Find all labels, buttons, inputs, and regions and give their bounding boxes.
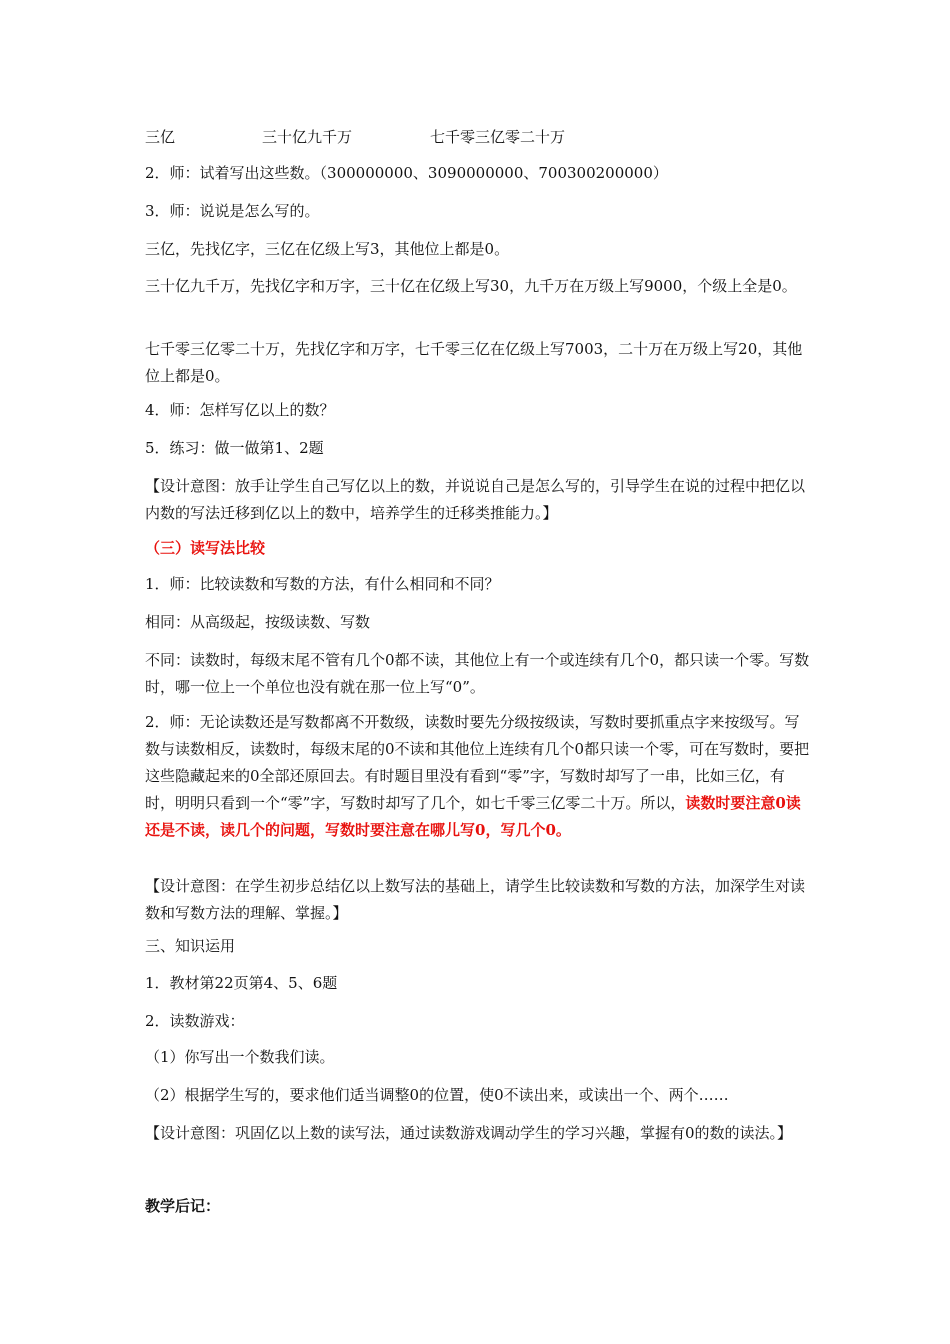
diff-text: 不同：读数时，每级末尾不管有几个0都不读，其他位上有一个或连续有几个0，都只读一个零。写数时，哪一位上一个单位也没有就在那一位上写“0”。 — [145, 651, 810, 696]
design-intent-1: 【设计意图：放手让学生自己写亿以上的数，并说说自己是怎么写的，引导学生在说的过程中把亿以内数的写法迁移到亿以上的数中，培养学生的迁移类推能力。】 — [145, 477, 806, 522]
number-words-row — [145, 124, 810, 151]
same-text: 相同：从高级起，按级读数、写数 — [145, 613, 371, 631]
explain-1: 三亿，先找亿字，三亿在亿级上写3，其他位上都是0。 — [145, 240, 510, 258]
number-word-3: 七千零三亿零二十万 — [430, 128, 566, 146]
game-step-1: （1）你写出一个数我们读。 — [145, 1048, 335, 1066]
step-3-text: 3．师：说说是怎么写的。 — [145, 202, 320, 220]
explain-2: 三十亿九千万，先找亿字和万字，三十亿在亿级上写30，九千万在万级上写9000，个级上全是0。 — [145, 277, 797, 295]
step-4-text: 4．师：怎样写亿以上的数？ — [145, 401, 335, 419]
step-2-text: 2．师：试着写出这些数。（300000000、3090000000、700300200000） — [145, 164, 668, 182]
knowledge-item-2: 2．读数游戏： — [145, 1012, 245, 1030]
teacher-summary — [145, 709, 810, 844]
teacher-summary-emphasis: 读数时要注意0读还是不读，读几个的问题，写数时要注意在哪儿写0，写几个0。 — [145, 794, 801, 839]
teacher-summary-plain: 2．师：无论读数还是写数都离不开数级，读数时要先分级按级读，写数时要抓重点字来按级写。写数与读数相反，读数时，每级末尾的0不读和其他位上连续有几个0都只读一个零，可在写数时，要把这些隐藏起来的0全部还原回去。有时题目里没有看到“零”字，写数时却写了一串，比如三亿，有时，明明只看到一个“零”字，写数时却写了几个，如七千零三亿零二十万。所以， — [145, 713, 810, 812]
design-intent-2: 【设计意图：在学生初步总结亿以上数写法的基础上，请学生比较读数和写数的方法，加深学生对读数和写数方法的理解、掌握。】 — [145, 877, 806, 922]
section-heading: （三）读写法比较 — [145, 539, 266, 557]
step-5-text: 5．练习：做一做第1、2题 — [145, 439, 324, 457]
knowledge-item-1: 1．教材第22页第4、5、6题 — [145, 974, 338, 992]
explain-3: 七千零三亿零二十万，先找亿字和万字，七千零三亿在亿级上写7003，二十万在万级上写20，其他位上都是0。 — [145, 340, 803, 385]
number-word-1: 三亿 — [145, 128, 176, 146]
postscript-heading: 教学后记： — [145, 1197, 221, 1215]
compare-question: 1．师：比较读数和写数的方法，有什么相同和不同？ — [145, 575, 500, 593]
design-intent-3: 【设计意图：巩固亿以上数的读写法，通过读数游戏调动学生的学习兴趣，掌握有0的数的读法。】 — [145, 1124, 793, 1142]
game-step-2: （2）根据学生写的，要求他们适当调整0的位置，使0不读出来，或读出一个、两个…… — [145, 1086, 729, 1104]
part-heading: 三、知识运用 — [145, 937, 236, 955]
number-word-2: 三十亿九千万 — [262, 128, 353, 146]
